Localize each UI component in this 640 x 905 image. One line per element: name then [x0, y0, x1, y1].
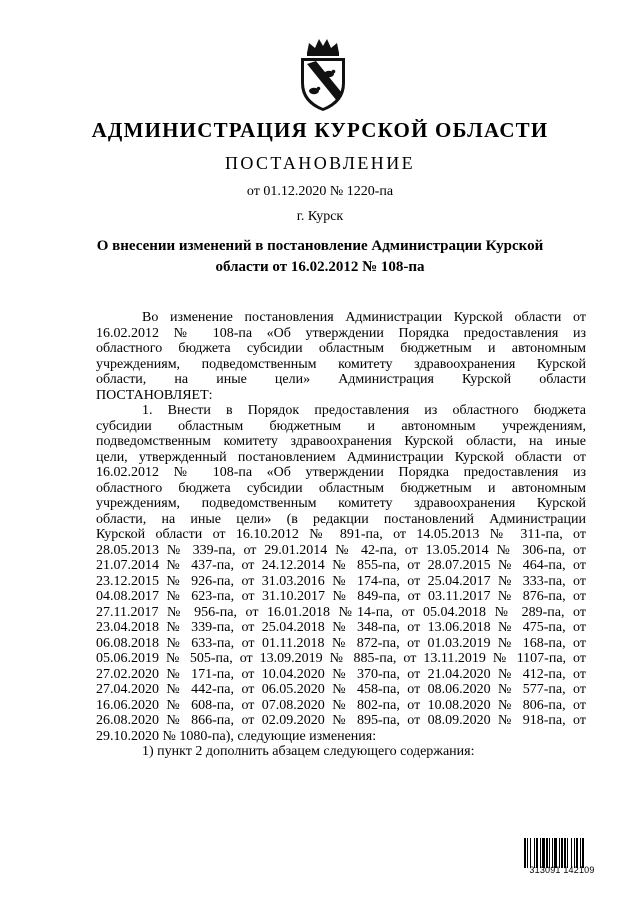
body-line: области, на иные цели» (в редакции постановлений Администрации — [96, 511, 586, 527]
coat-of-arms-icon — [295, 37, 351, 113]
body-line: 23.12.2015 № 926-па, от 31.03.2016 № 174-па, от 25.04.2017 № 333-па, от — [96, 573, 586, 589]
body-line: подведомственным комитету здравоохранения Курской области, на иные — [96, 434, 586, 449]
body-line: областного бюджета субсидии областным бюджетным и автономным — [96, 341, 586, 356]
body-line: 06.08.2018 № 633-па, от 01.11.2018 № 872-па, от 01.03.2019 № 168-па, от — [96, 635, 586, 651]
body-line: 16.02.2012 № 108-па «Об утверждении Порядка предоставления из — [96, 465, 586, 480]
body-line: 21.07.2014 № 437-па, от 24.12.2014 № 855-па, от 28.07.2015 № 464-па, от — [96, 558, 586, 573]
body-line: учреждениям, подведомственным комитету здравоохранения Курской — [96, 356, 586, 372]
body-line: 16.06.2020 № 608-па, от 07.08.2020 № 802-па, от 10.08.2020 № 806-па, от — [96, 697, 586, 713]
body-line: 27.11.2017 № 956-па, от 16.01.2018 №14-па, от 05.04.2018 № 289-па, от — [96, 604, 586, 620]
organization-title: АДМИНИСТРАЦИЯ КУРСКОЙ ОБЛАСТИ — [91, 118, 549, 142]
body-line: 29.10.2020 № 1080-па), следующие изменения: — [96, 728, 377, 744]
body-line: 05.06.2019 № 505-па, от 13.09.2019 № 885-па, от 13.11.2019 № 1107-па, от — [96, 651, 586, 666]
document-type: ПОСТАНОВЛЕНИЕ — [224, 153, 416, 173]
body-line: субсидии областным бюджетным и автономным учреждениям, — [96, 418, 586, 434]
barcode-number: 313091 142109 — [529, 865, 595, 875]
body-line: 27.02.2020 № 171-па, от 10.04.2020 № 370-па, от 21.04.2020 № 412-па, от — [96, 666, 586, 682]
body-line: 1) пункт 2 дополнить абзацем следующего содержания: — [142, 744, 475, 759]
document-number: от 01.12.2020 № 1220-па — [246, 184, 394, 199]
subject-line: О внесении изменений в постановление Администрации Курской — [96, 238, 544, 254]
body-line: 26.08.2020 № 866-па, от 02.09.2020 № 895-па, от 08.09.2020 № 918-па, от — [96, 713, 586, 728]
body-line: ПОСТАНОВЛЯЕТ: — [96, 387, 213, 403]
body-line: Курской области от 16.10.2012 № 891-па, от 14.05.2013 № 311-па, от — [96, 527, 586, 542]
barcode-icon — [524, 838, 600, 868]
body-line: 1. Внести в Порядок предоставления из областного бюджета — [142, 403, 586, 418]
body-line: 28.05.2013 № 339-па, от 29.01.2014 № 42-па, от 13.05.2014 № 306-па, от — [96, 542, 586, 558]
body-line: областного бюджета субсидии областным бюджетным и автономным — [96, 480, 586, 496]
body-line: области, на иные цели» Администрация Курской области — [96, 372, 586, 387]
document-subject — [0, 236, 640, 278]
body-line: 27.04.2020 № 442-па, от 06.05.2020 № 458-па, от 08.06.2020 № 577-па, от — [96, 682, 586, 697]
subject-line: области от 16.02.2012 № 108-па — [215, 259, 425, 275]
body-line: 23.04.2018 № 339-па, от 25.04.2018 № 348-па, от 13.06.2018 № 475-па, от — [96, 620, 586, 635]
body-line: 16.02.2012 № 108-па «Об утверждении Порядка предоставления из — [96, 325, 586, 341]
body-line: учреждениям, подведомственным комитету здравоохранения Курской — [96, 496, 586, 511]
body-line: Во изменение постановления Администрации Курской области от — [142, 310, 586, 325]
document-city: г. Курск — [296, 209, 344, 224]
document-body — [96, 310, 586, 760]
body-line: цели, утвержденный постановлением Администрации Курской области от — [96, 449, 586, 465]
body-line: 04.08.2017 № 623-па, от 31.10.2017 № 849-па, от 03.11.2017 № 876-па, от — [96, 589, 586, 604]
